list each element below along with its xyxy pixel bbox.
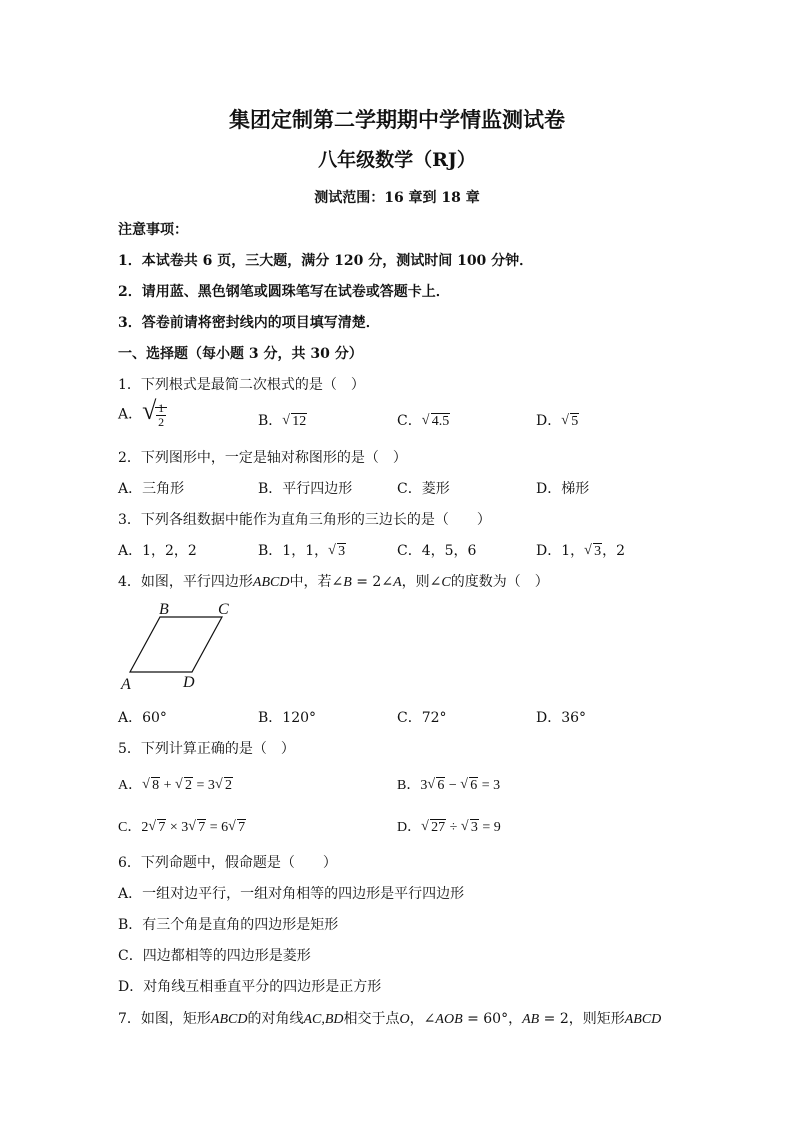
q1-d-label: D． [536,413,562,429]
q5-d-radicand-1: 27 [431,820,446,835]
q7-point-o: O [399,1012,410,1027]
q1-c-radicand: 4.5 [431,414,450,429]
q5-a-radicand-2: 2 [185,778,193,793]
q5-a-plus: + [160,778,176,793]
vertex-label-c: C [218,601,229,618]
notes-heading: 注意事项： [118,222,188,238]
q5-b-eq: = 3 [478,778,501,793]
q1-b-radicand: 12 [292,414,307,429]
q3-b-text: B．1，1， [258,543,329,559]
q2-option-b: B．平行四边形 [258,481,353,497]
note-item-1: 1．本试卷共 6 页，三大题，满分 120 分，测试时间 100 分钟． [118,253,534,269]
q1-a-num: 1 [158,401,165,415]
q4-stem-a: A [393,575,402,590]
note-item-2: 2．请用蓝、黑色钢笔或圆珠笔写在试卷或答题卡上． [118,284,450,300]
q4-stem-then: ，则∠ [401,574,442,590]
q6-option-c: C．四边都相等的四边形是菱形 [118,948,311,964]
q4-option-c: C．72° [397,710,447,726]
question-4-stem [118,571,549,591]
q1-b-label: B． [258,413,283,429]
q5-option-c: C．2 √ 7 × 3 √ 7 = 6 √ 7 [118,819,246,835]
question-5-stem: 5．下列计算正确的是（ ） [118,741,295,757]
q6-option-d: D．对角线互相垂直平分的四边形是正方形 [118,979,382,995]
vertex-label-d: D [183,674,195,691]
q4-option-d: D．36° [536,710,587,726]
question-3-stem: 3．下列各组数据中能作为直角三角形的三边长的是（ ） [118,512,491,528]
q5-b-coef: 3 [420,778,428,793]
q5-option-b: B．3 √ 6 − √ 6 = 3 [397,777,501,793]
q5-c-label: C． [118,820,142,835]
q2-option-a: A．三角形 [118,481,185,497]
q1-option-d: D． √ 5 [536,413,579,429]
q4-stem-eq: = 2∠ [351,574,394,590]
q5-c-coef: 2 [141,820,149,835]
q5-option-d: D． √ 27 ÷ √ 3 = 9 [397,819,501,835]
q5-a-radicand-3: 2 [224,778,232,793]
q4-stem-c: C [441,575,451,590]
q3-option-c: C．4，5，6 [397,543,477,559]
q1-option-c: C． √ 4.5 [397,413,450,429]
q5-b-radicand-1: 6 [437,778,445,793]
exam-title: 集团定制第二学期期中学情监测试卷 [229,107,565,132]
note-item-3: 3．答卷前请将密封线内的项目填写清楚． [118,315,380,331]
q7-abcd-1: ABCD [210,1012,248,1027]
q1-d-radicand: 5 [571,414,579,429]
q1-option-a [118,396,167,429]
q5-c-radicand-3: 7 [238,820,246,835]
q5-a-eq: = 3 [193,778,215,793]
q1-c-label: C． [397,413,422,429]
q4-option-a: A．60° [118,710,167,726]
question-2-stem: 2．下列图形中，一定是轴对称图形的是（ ） [118,450,407,466]
q5-a-label: A． [118,778,143,793]
question-6-stem: 6．下列命题中，假命题是（ ） [118,855,337,871]
q7-stem-pre: 7．如图，矩形 [118,1011,211,1027]
q1-a-sqrt: √ $\frac{1}{2}$ [142,402,167,429]
q7-abcd-2: ABCD [624,1012,662,1027]
section-1-heading: 一、选择题（每小题 3 分，共 30 分） [118,346,363,362]
q4-stem-pre: 4．如图，平行四边形 [118,574,253,590]
q7-angle-aob: AOB [435,1012,463,1027]
q5-d-label: D． [397,820,422,835]
q7-mid-2: 相交于点 [343,1011,400,1027]
q5-c-radicand-2: 7 [198,820,206,835]
q5-d-radicand-2: 3 [470,820,478,835]
q3-option-a: A．1，2，2 [118,543,197,559]
q7-mid-1: 的对角线 [247,1011,304,1027]
q5-b-minus: − [445,778,461,793]
q5-b-radicand-2: 6 [470,778,478,793]
q6-option-b: B．有三个角是直角的四边形是矩形 [118,917,339,933]
q4-stem-abcd: ABCD [252,575,290,590]
q3-option-d: D．1， √ 3，2 [536,543,626,559]
q3-b-radicand: 3 [338,544,346,559]
q1-a-label: A． [118,406,143,423]
q7-diagonals: AC,BD [303,1012,344,1027]
q2-option-c: C．菱形 [397,481,450,497]
q4-stem-mid: 中，若∠ [289,574,344,590]
q4-stem-b: B [343,575,352,590]
q7-eq-1: = 60°， [462,1011,523,1027]
q3-d-text: D．1， [536,543,585,559]
question-1-stem: 1．下列根式是最简二次根式的是（ ） [118,377,365,393]
question-7-stem [118,1008,661,1028]
vertex-label-a: A [121,676,131,693]
q7-mid-3: ，∠ [409,1011,436,1027]
q3-option-b: B．1，1， √ 3 [258,543,346,559]
q3-d-radicand: 3 [594,544,602,559]
q5-c-radicand-1: 7 [158,820,166,835]
q5-b-label: B． [397,778,421,793]
q7-eq-2: = 2，则矩形 [539,1011,625,1027]
q5-d-eq: = 9 [478,820,501,835]
exam-scope: 测试范围：16 章到 18 章 [314,190,480,206]
q5-c-eq: = 6 [206,820,229,835]
q1-option-b: B． √ 12 [258,413,307,429]
q5-d-div: ÷ [446,820,461,835]
q4-option-b: B．120° [258,710,317,726]
q2-option-d: D．梯形 [536,481,590,497]
q4-stem-post: 的度数为（ ） [450,574,549,590]
q5-c-times: × 3 [166,820,189,835]
q7-ab: AB [522,1012,540,1027]
q1-a-den: 2 [158,415,165,429]
q5-a-radicand-1: 8 [152,778,160,793]
parallelogram-shape [130,617,222,672]
q3-d-tail: ，2 [602,543,626,559]
exam-subtitle: 八年级数学（RJ） [318,149,476,171]
q6-option-a: A．一组对边平行，一组对角相等的四边形是平行四边形 [118,886,465,902]
parallelogram-figure [115,598,245,694]
q5-option-a: A． √ 8 + √ 2 = 3 √ 2 [118,777,232,793]
vertex-label-b: B [159,601,169,618]
